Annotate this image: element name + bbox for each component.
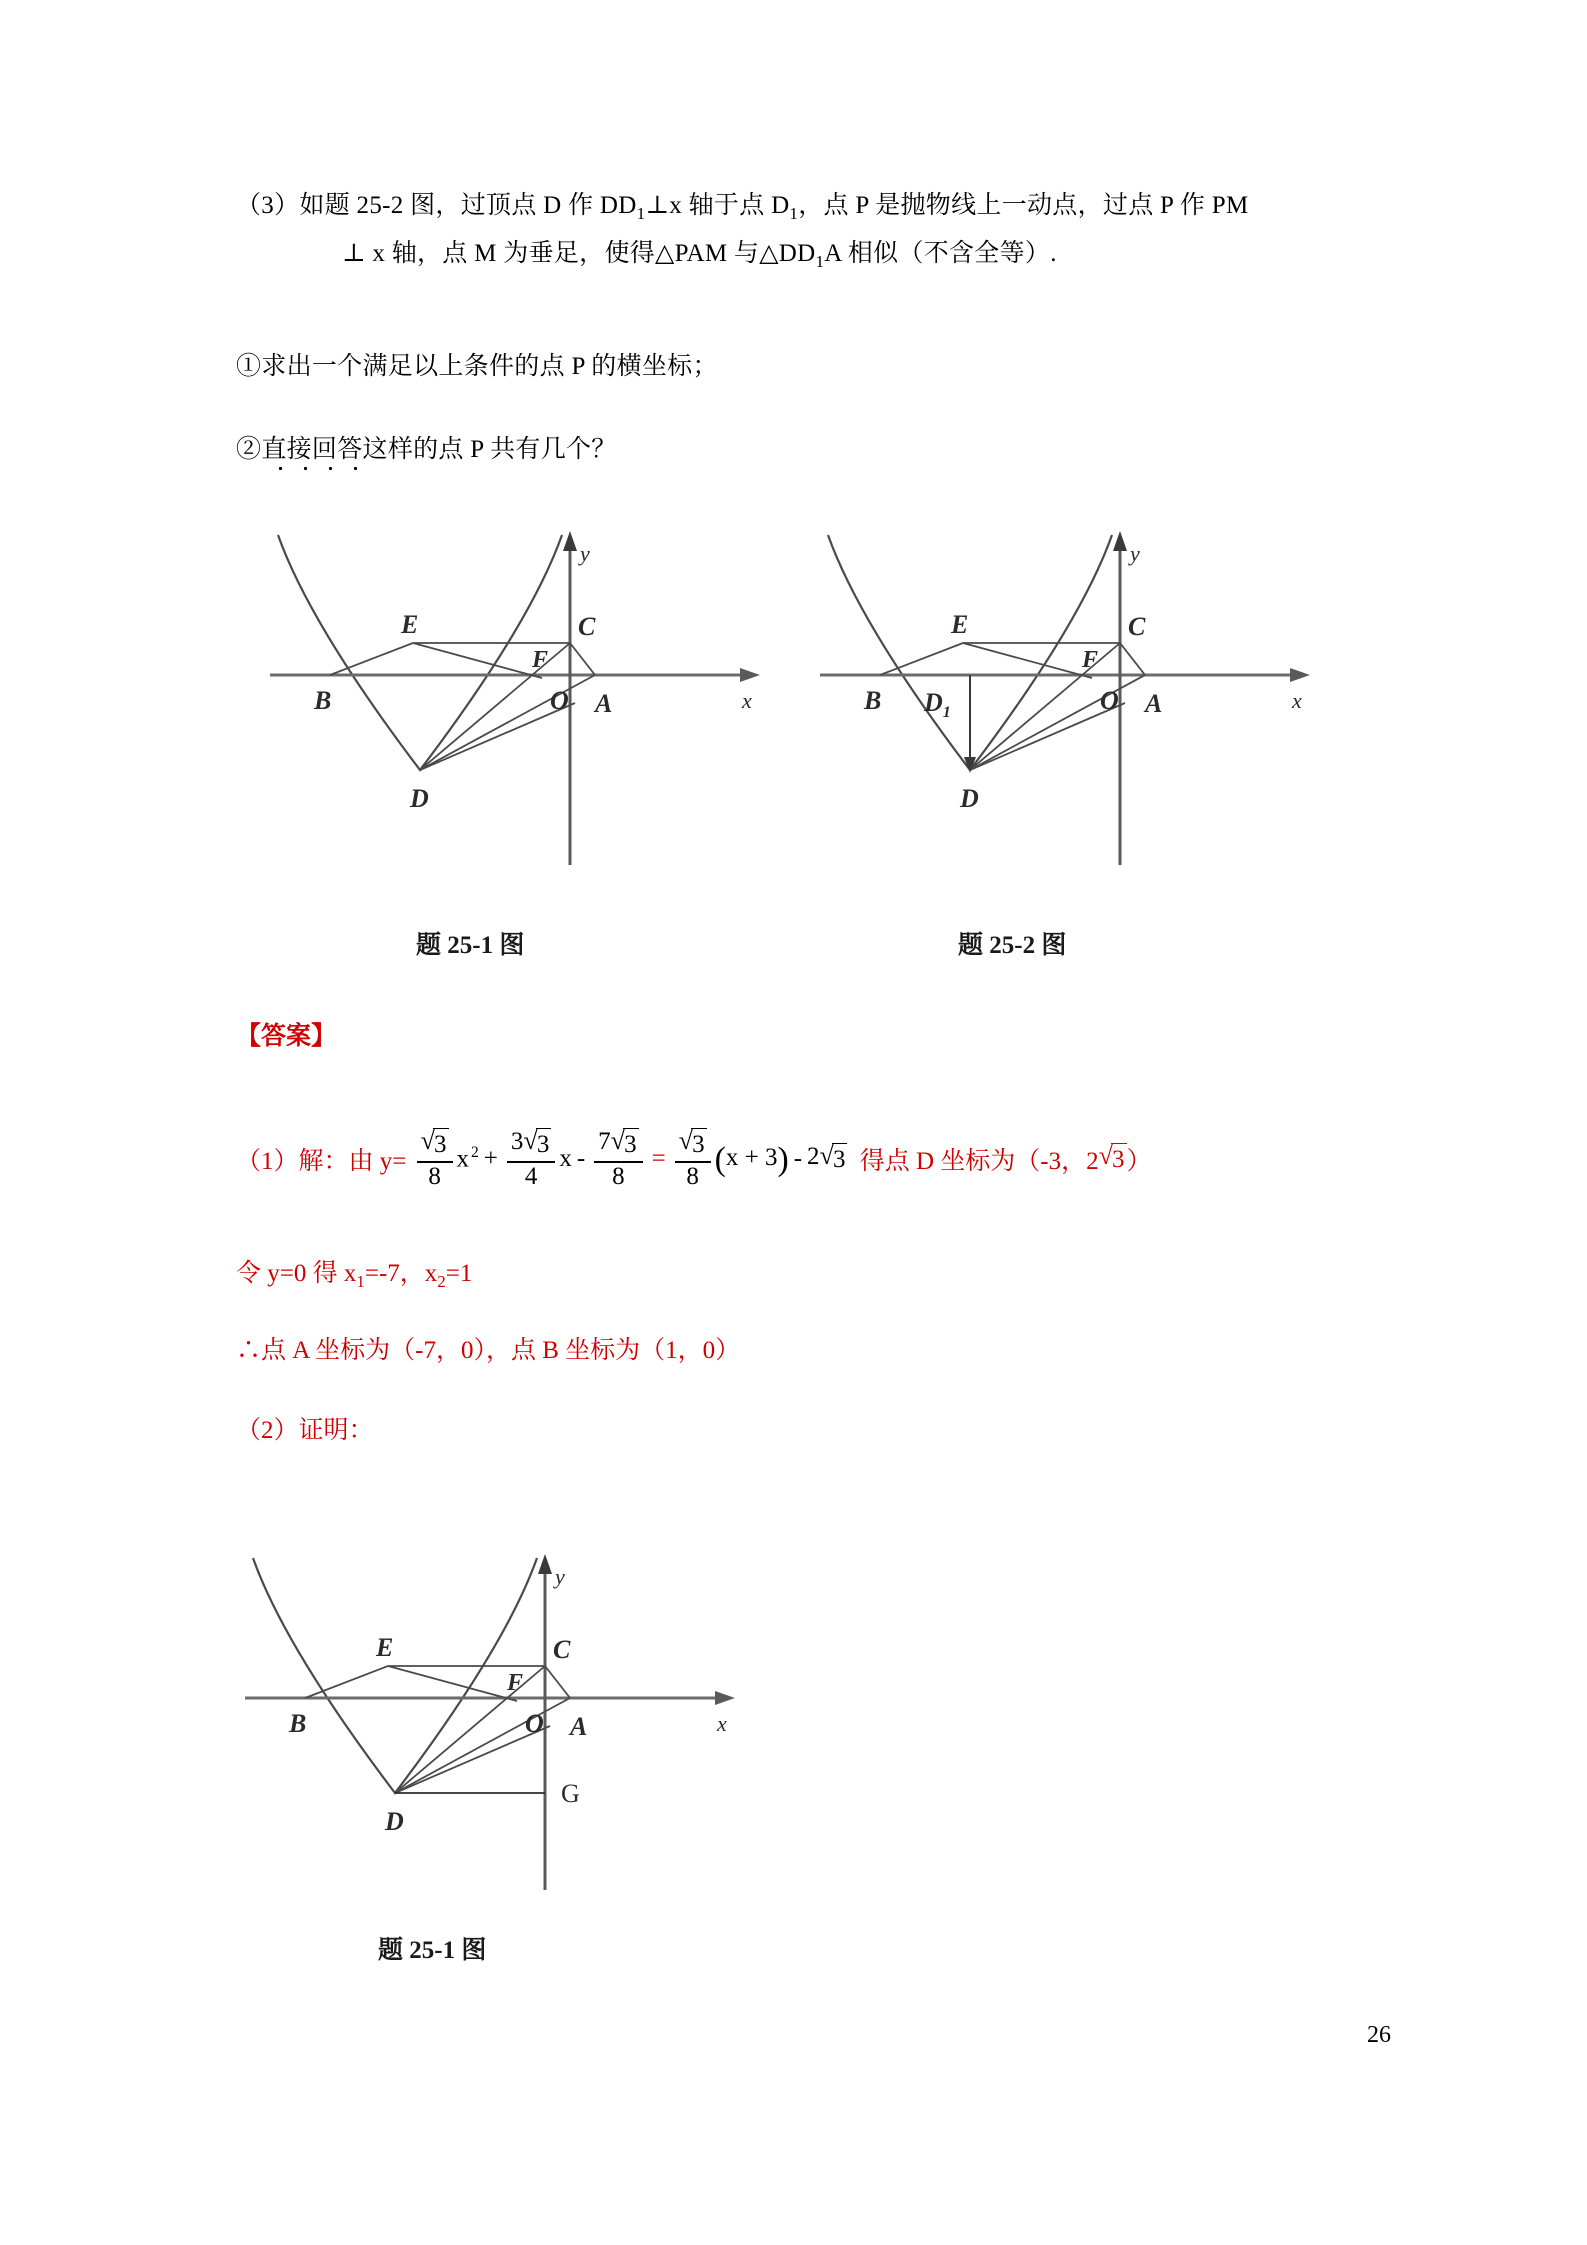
label-y-axis: y <box>1130 541 1140 566</box>
label-G: G <box>561 1779 580 1808</box>
question-item-2 <box>236 426 617 474</box>
figure-25-2-caption: 题 25-2 图 <box>958 932 1067 959</box>
label-D1: $D_1$ <box>924 688 951 721</box>
label-O: O <box>1100 686 1119 715</box>
roots-text-a: 令 y=0 得 x <box>236 1260 357 1287</box>
label-x-axis: x <box>1292 688 1302 713</box>
y-axis-arrow <box>538 1554 552 1574</box>
x-linear: x <box>559 1144 572 1172</box>
figure-25-2 <box>820 525 1320 895</box>
fraction-2-numerator: 3 √ 3 <box>510 1126 550 1158</box>
answer-line-3: ∴点 A 坐标为（-7，0），点 B 坐标为（1，0） <box>236 1337 741 1364</box>
label-x-axis: x <box>742 688 752 713</box>
figure-25-1-bottom-svg <box>245 1540 745 1930</box>
label-C: C <box>578 612 596 641</box>
q3-text-d: ⊥ x 轴，点 M 为垂足，使得△PAM 与△DD <box>342 240 816 268</box>
label-B: B <box>864 686 882 715</box>
math-expression <box>413 1128 848 1190</box>
segment-EF <box>388 1666 517 1701</box>
figure-25-1 <box>270 525 770 895</box>
label-D1-sub: 1 <box>942 704 951 721</box>
answer-line-4: （2）证明： <box>236 1417 374 1444</box>
fraction-2 <box>507 1128 555 1190</box>
label-C: C <box>1128 612 1146 641</box>
page-number: 26 <box>1367 2022 1391 2048</box>
fraction-3 <box>594 1128 642 1190</box>
answer-header: 【答案】 <box>236 1023 337 1050</box>
figure-25-1-bottom-caption: 题 25-1 图 <box>378 1937 487 1964</box>
label-y-axis: y <box>555 1564 565 1589</box>
roots-text-b: =-7，x <box>364 1260 438 1287</box>
fraction-1-numerator: √ 3 <box>420 1126 447 1158</box>
fraction-1 <box>417 1128 453 1190</box>
roots-text-c: =1 <box>445 1260 473 1287</box>
item2-emphasis: 直接回答 <box>261 436 363 463</box>
label-F: F <box>507 1670 524 1696</box>
q3-sub-1: 1 <box>636 204 646 223</box>
item2-marker: ② <box>236 436 262 463</box>
solve-prefix: （1）解：由 y= <box>236 1147 407 1175</box>
fraction-3-numerator: 7 √ 3 <box>598 1126 637 1158</box>
segment-EF <box>963 643 1092 678</box>
q3-sub-2: 1 <box>789 204 799 223</box>
fraction-4-denominator: 8 <box>686 1162 699 1190</box>
fraction-1-denominator: 8 <box>428 1162 441 1190</box>
segment-EF <box>413 643 542 678</box>
result-text: 得点 D 坐标为（-3，2 √ 3 ） <box>859 1141 1152 1175</box>
label-D: D <box>960 784 979 813</box>
operator-minus: - <box>576 1144 586 1172</box>
label-E: E <box>951 610 969 639</box>
figure-25-1-bottom <box>245 1540 745 1930</box>
roots-sub-2: 2 <box>437 1272 446 1291</box>
label-F: F <box>1082 647 1099 673</box>
label-A: A <box>1145 689 1163 718</box>
y-axis-arrow <box>563 531 577 551</box>
label-D: D <box>410 784 429 813</box>
label-x-axis: x <box>717 1711 727 1736</box>
x-axis-arrow <box>715 1691 735 1705</box>
figure-25-1-svg <box>270 525 770 895</box>
q3-sub-3: 1 <box>815 252 825 272</box>
fraction-3-denominator: 8 <box>612 1162 625 1190</box>
label-E: E <box>376 1633 394 1662</box>
label-O: O <box>525 1709 544 1738</box>
figure-25-1-caption: 题 25-1 图 <box>416 932 525 959</box>
parabola-curve <box>253 1558 537 1793</box>
label-O: O <box>550 686 569 715</box>
label-F: F <box>532 647 549 673</box>
label-A: A <box>595 689 613 718</box>
operator-minus-2: - <box>793 1144 803 1172</box>
q3-text-a: （3）如题 25-2 图，过顶点 D 作 DD <box>236 192 637 219</box>
q3-text-b: ⊥x 轴于点 D <box>645 192 790 219</box>
question-part-3 <box>236 182 1426 279</box>
operator-plus: + <box>483 1144 498 1172</box>
x-squared: x $^2$ <box>456 1144 479 1173</box>
figure-25-2-svg <box>820 525 1320 895</box>
label-B: B <box>314 686 332 715</box>
x-axis-arrow <box>1290 668 1310 682</box>
label-B: B <box>289 1709 307 1738</box>
y-axis-arrow <box>1113 531 1127 551</box>
fraction-2-denominator: 4 <box>524 1162 538 1190</box>
parabola-curve <box>278 535 562 770</box>
label-y-axis: y <box>580 541 590 566</box>
label-A: A <box>570 1712 588 1741</box>
q3-text-e: A 相似（不含全等）. <box>824 240 1057 268</box>
label-D: D <box>385 1807 404 1836</box>
question-item-1: ①求出一个满足以上条件的点 P 的横坐标； <box>236 353 718 380</box>
segment-CA <box>1120 643 1145 675</box>
label-C: C <box>553 1635 571 1664</box>
segment-CA <box>570 643 595 675</box>
answer-line-1 <box>236 1128 1152 1190</box>
fraction-4-numerator: √ 3 <box>678 1126 705 1158</box>
fraction-4 <box>675 1128 711 1190</box>
operator-equals: = <box>651 1144 666 1172</box>
x-axis-arrow <box>740 668 760 682</box>
label-E: E <box>401 610 419 639</box>
tail-term: 2 √ 3 <box>807 1141 846 1174</box>
binomial-group: (x + 3) <box>714 1141 789 1179</box>
segment-CA <box>545 1666 570 1698</box>
answer-line-2 <box>236 1253 472 1292</box>
q3-text-c: ，点 P 是抛物线上一动点，过点 P 作 PM <box>798 192 1249 219</box>
item2-rest: 这样的点 P 共有几个？ <box>362 436 617 463</box>
roots-sub-1: 1 <box>356 1272 365 1291</box>
